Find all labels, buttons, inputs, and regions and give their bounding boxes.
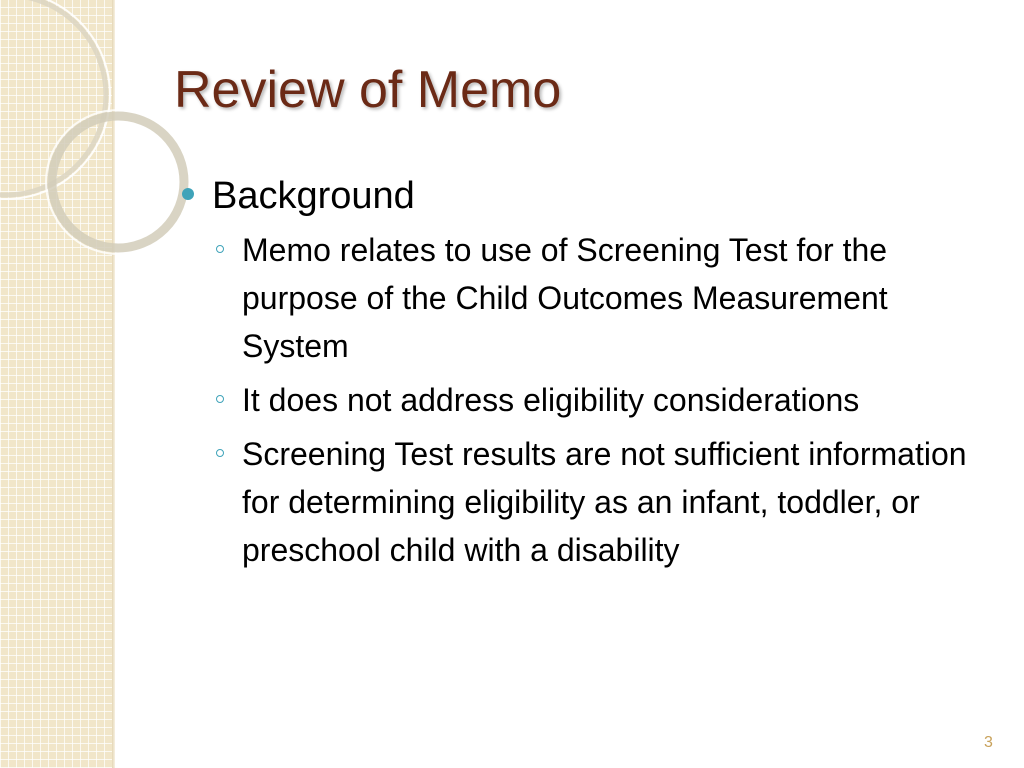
sub-bullet-text: Memo relates to use of Screening Test for the purpose of the Child Outcomes Measurement System (242, 232, 888, 364)
sub-bullet-list (182, 226, 1002, 574)
bullet-text: Background (212, 175, 415, 217)
filled-circle-bullet-icon (182, 188, 194, 200)
page-number: 3 (984, 734, 993, 751)
sub-bullet-item (182, 376, 1002, 424)
bullet-background (182, 170, 1002, 222)
sub-bullet-item (182, 226, 1002, 370)
hollow-circle-bullet-icon (216, 449, 224, 457)
slide-title: Review of Memo (174, 61, 562, 119)
sub-bullet-text: It does not address eligibility considerations (242, 382, 860, 418)
hollow-circle-bullet-icon (216, 245, 224, 253)
lower-ring-shape (52, 116, 184, 248)
sub-bullet-text: Screening Test results are not sufficient information for determining eligibility as an infant, toddler, or preschool child with a disability (242, 436, 967, 568)
sub-bullet-item (182, 430, 1002, 574)
lower-ring-highlight (46, 110, 190, 254)
slide-body (182, 170, 1002, 580)
hollow-circle-bullet-icon (216, 395, 224, 403)
